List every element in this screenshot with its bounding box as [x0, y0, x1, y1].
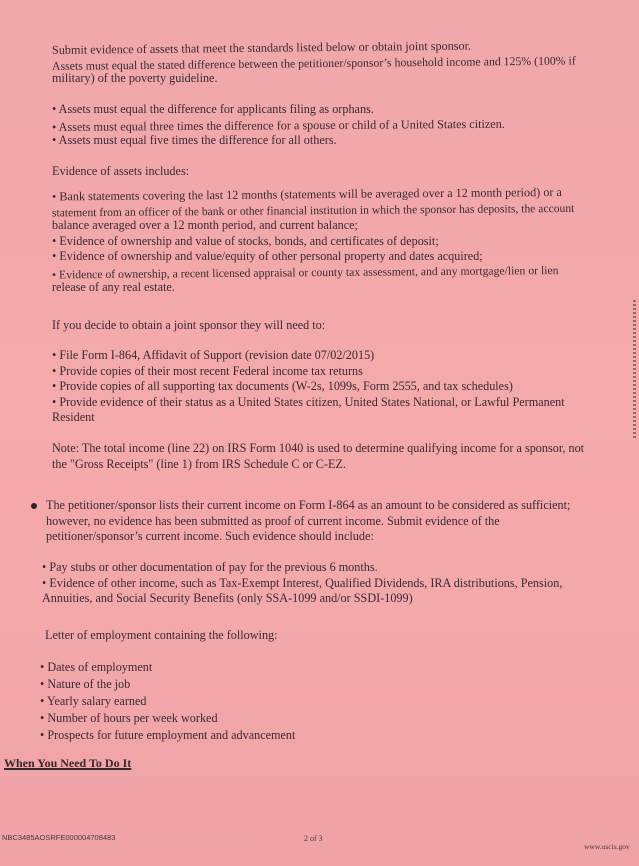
joint-item-tax-returns: • Provide copies of their most recent Federal income tax returns	[52, 363, 363, 378]
evidence-real-estate-line-2: release of any real estate.	[52, 280, 175, 294]
income-evidence-list	[42, 560, 602, 607]
evidence-bank-line-3: balance averaged over a 12 month period, and current balance;	[52, 218, 358, 232]
employment-item: • Dates of employment	[40, 659, 600, 676]
note-line-1: Note: The total income (line 22) on IRS Form 1040 is used to determine qualifying income for a sponsor, not	[52, 441, 585, 455]
edge-scan-marks	[633, 300, 636, 440]
intro-line-2: Assets must equal the stated difference between the petitioner/sponsor’s household income and 125% (100% if	[51, 52, 576, 73]
evidence-bank-line-2: statement from an officer of the bank or other financial institution in which the sponsor has deposits, the account	[51, 201, 575, 219]
asset-rule-item: • Assets must equal the difference for applicants filing as orphans.	[52, 102, 612, 118]
income-pay-stubs: • Pay stubs or other documentation of pay for the previous 6 months.	[42, 560, 378, 574]
income-other-line-1: • Evidence of other income, such as Tax-Exempt Interest, Qualified Dividends, IRA distributions, Pension,	[42, 575, 563, 590]
page-number: 2 of 3	[304, 834, 323, 843]
intro-line-1: Submit evidence of assets that meet the standards listed below or obtain joint sponsor.	[51, 38, 472, 57]
barcode-text: NBC3485AOSRFE000004708483	[2, 833, 116, 842]
joint-item-status-line-1: • Provide evidence of their status as a United States citizen, United States National, or Lawful Permanent	[52, 394, 565, 409]
petitioner-paragraph	[46, 498, 606, 545]
petitioner-line-2: however, no evidence has been submitted as proof of current income. Submit evidence of the	[46, 513, 500, 528]
intro-line-3: military) of the poverty guideline.	[52, 71, 218, 85]
note-line-2: the "Gross Receipts" (line 1) from IRS Schedule C or C-EZ.	[52, 456, 346, 471]
petitioner-line-3: petitioner/sponsor’s current income. Such evidence should include:	[46, 529, 374, 543]
evidence-property: • Evidence of ownership and value/equity of other personal property and dates acquired;	[52, 249, 483, 263]
petitioner-line-1: The petitioner/sponsor lists their current income on Form I-864 as an amount to be considered as sufficient;	[46, 498, 571, 512]
joint-sponsor-list	[52, 348, 612, 426]
employment-item: • Yearly salary earned	[40, 693, 600, 710]
asset-rule-item: • Assets must equal three times the difference for a spouse or child of a United States citizen.	[52, 116, 612, 135]
joint-item-status-line-2: Resident	[52, 410, 95, 424]
evidence-stocks: • Evidence of ownership and value of stocks, bonds, and certificates of deposit;	[52, 233, 439, 248]
employment-item: • Prospects for future employment and advancement	[40, 727, 600, 744]
joint-item-tax-documents: • Provide copies of all supporting tax documents (W-2s, 1099s, Form 2555, and tax schedules)	[52, 379, 513, 393]
intro-paragraph	[52, 40, 612, 87]
evidence-bank-line-1: • Bank statements covering the last 12 months (statements will be averaged over a 12 month period) or a	[51, 184, 562, 204]
evidence-heading: Evidence of assets includes:	[52, 164, 190, 178]
section-heading: When You Need To Do It	[4, 756, 132, 770]
asset-rule-item: • Assets must equal five times the difference for all others.	[52, 133, 612, 149]
evidence-list	[51, 184, 612, 296]
asset-rules-list	[52, 102, 612, 149]
employment-list	[40, 659, 600, 744]
employment-heading: Letter of employment containing the following:	[45, 628, 278, 642]
evidence-real-estate-line-1: • Evidence of ownership, a recent licensed appraisal or county tax assessment, and any mortgage/lien or lien	[51, 263, 559, 281]
joint-sponsor-heading: If you decide to obtain a joint sponsor they will need to:	[52, 318, 326, 332]
joint-item-form: • File Form I-864, Affidavit of Support (revision date 07/02/2015)	[52, 348, 375, 362]
site-url: www.uscis.gov	[584, 842, 630, 851]
employment-item: • Number of hours per week worked	[40, 710, 600, 727]
note-paragraph	[52, 441, 612, 472]
income-other-line-2: Annuities, and Social Security Benefits (only SSA-1099 and/or SSDI-1099)	[42, 591, 413, 605]
employment-item: • Nature of the job	[40, 676, 600, 693]
bullet-icon	[31, 503, 37, 509]
